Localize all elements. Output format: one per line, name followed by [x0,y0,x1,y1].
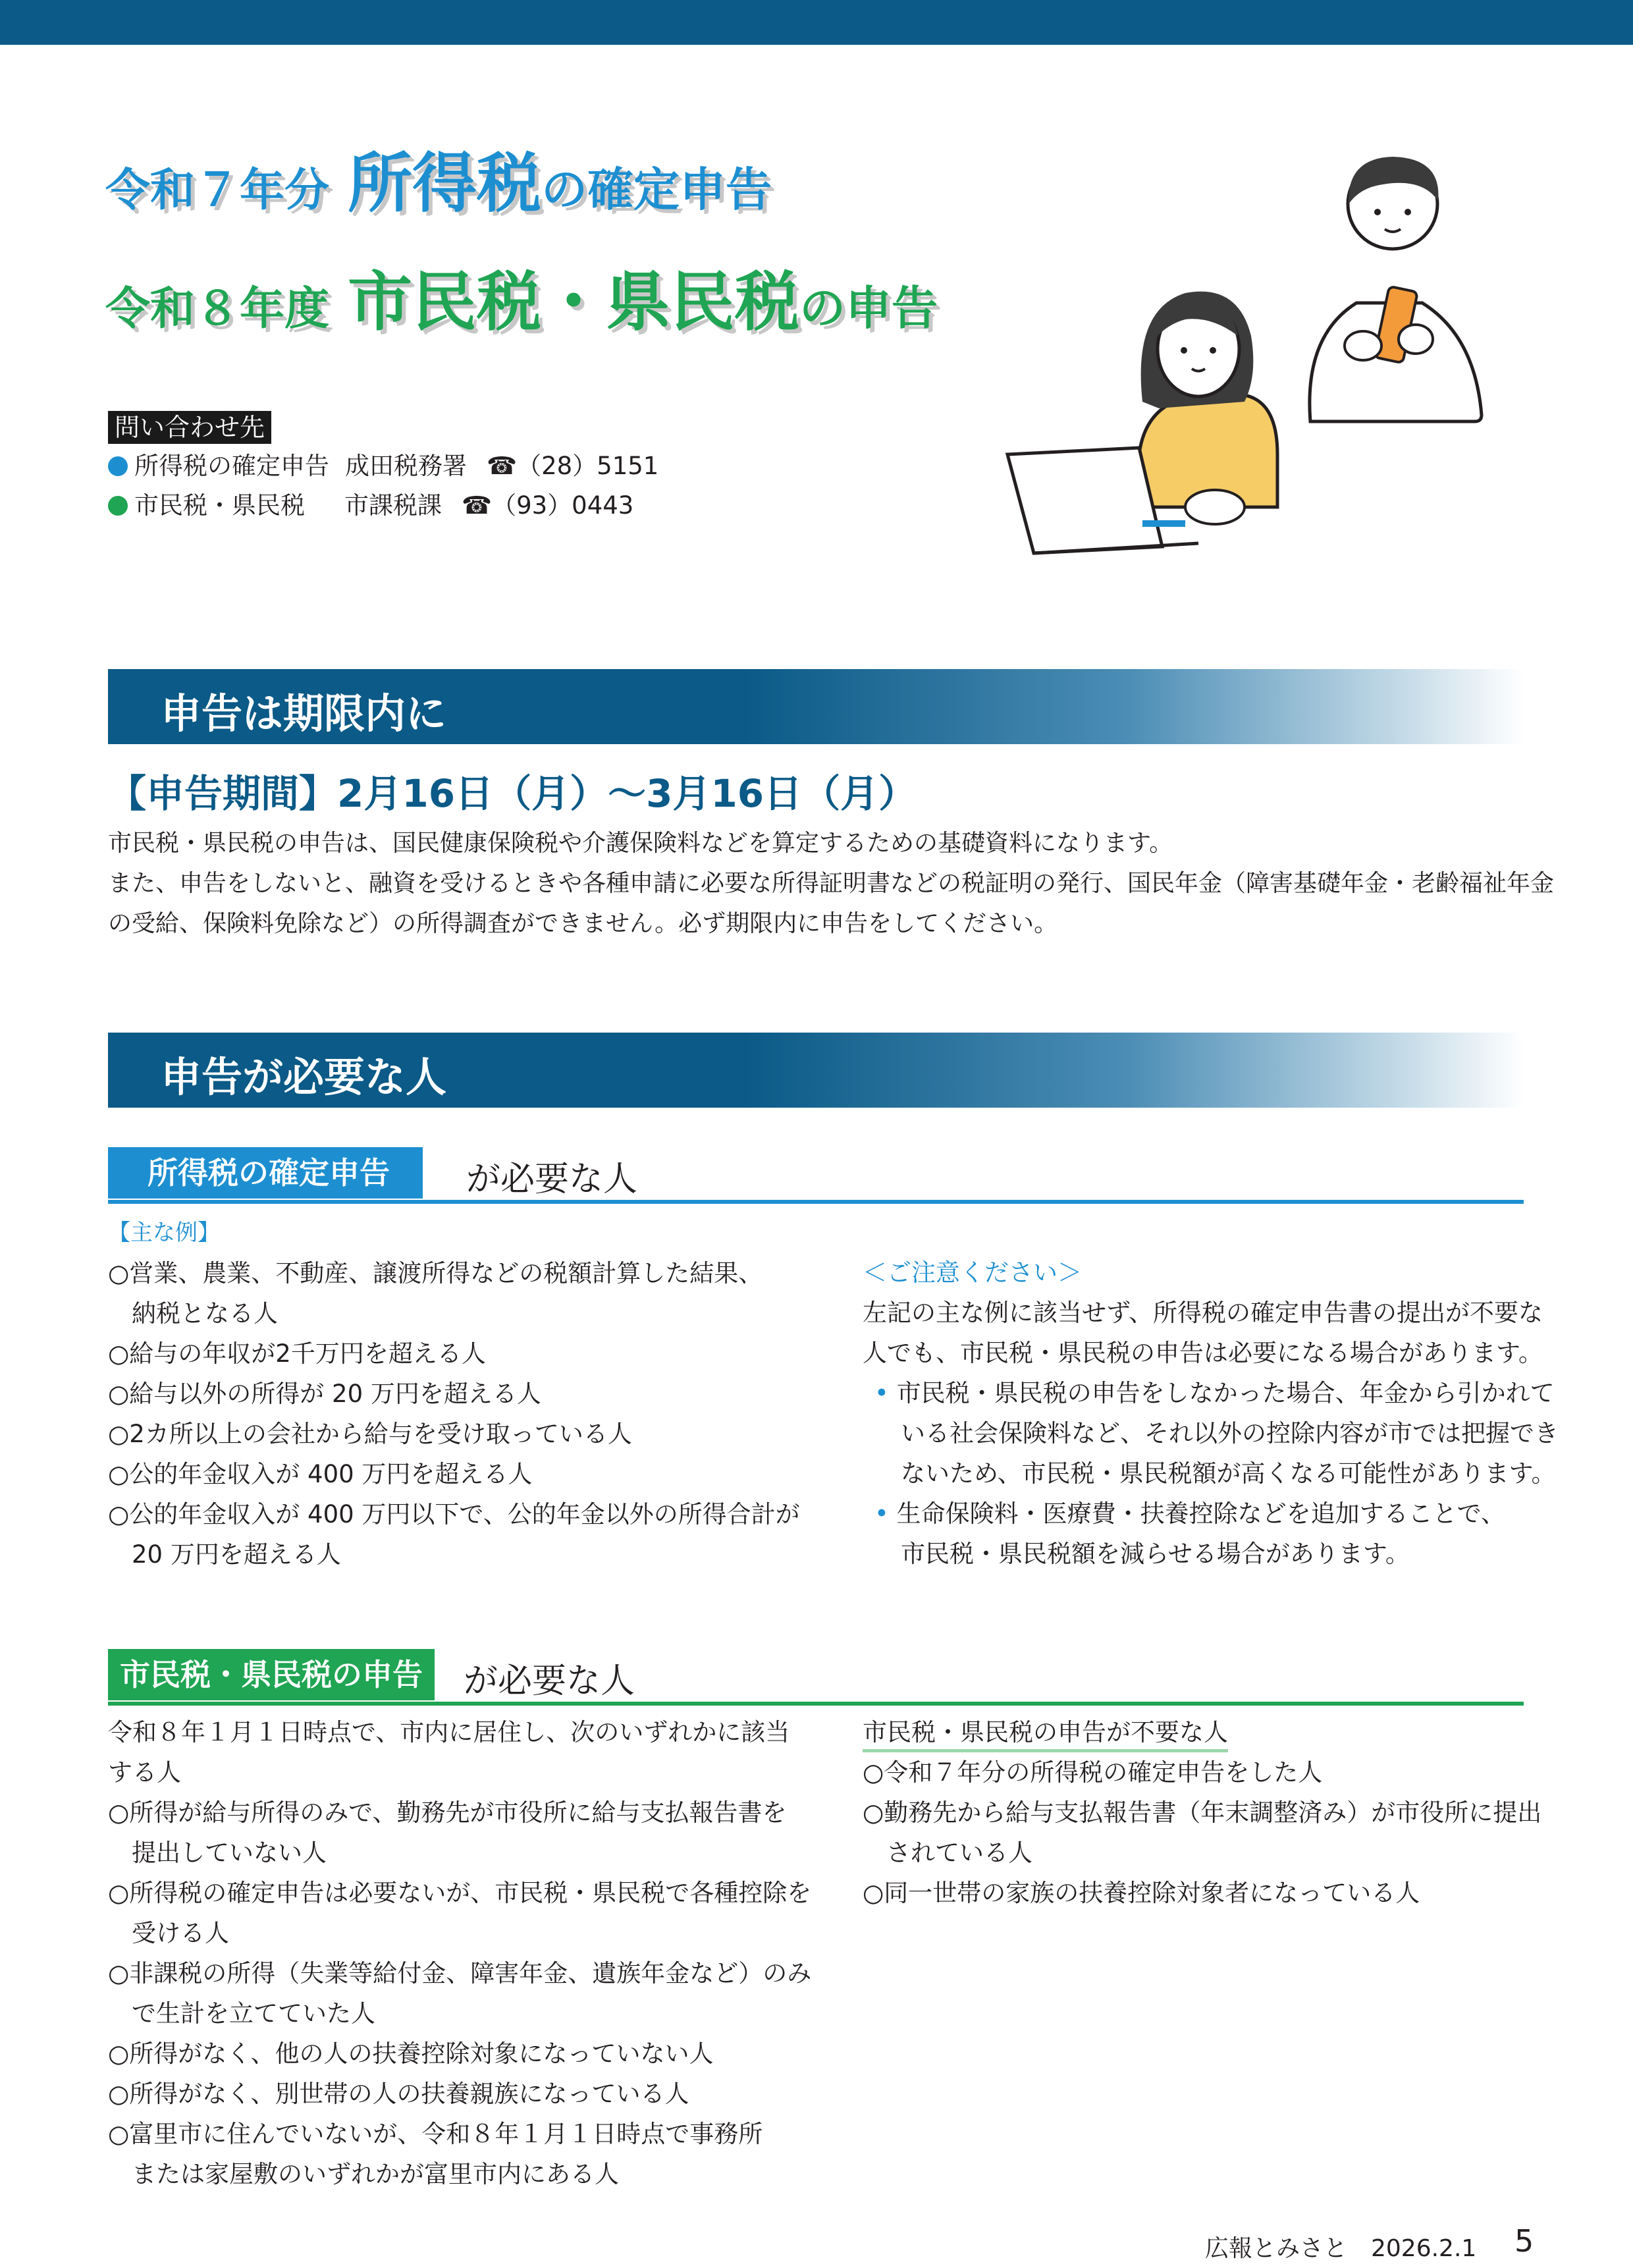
body-line: の受給、保険料免除など）の所得調査ができません。必ず期限内に申告をしてください。 [108,910,1058,937]
title-income-tax [105,132,772,225]
list-item: ○公的年金収入が 400 万円以下で、公的年金以外の所得合計が [108,1500,800,1528]
list-item: ○所得が給与所得のみで、勤務先が市役所に給与支払報告書を [108,1798,787,1827]
body-line: 市民税・県民税の申告は、国民健康保険税や介護保険料などを算定するための基礎資料になります。 [108,830,1173,857]
income-tax-examples [108,1213,865,1575]
subheader-suffix: が必要な人 [464,1661,635,1701]
title2-prefix: 令和８年度 [105,283,330,335]
woman-with-laptop-icon [1007,292,1277,553]
caution-line: 人でも、市民税・県民税の申告は必要になる場合があります。 [863,1339,1543,1367]
contact-office: 成田税務署 [345,452,467,480]
resident-tax-required-list [108,1712,865,2194]
contact-name: 市民税・県民税 [134,491,305,520]
list-item: ○所得がなく、他の人の扶養控除対象になっていない人 [108,2039,714,2068]
contact-row-income-tax [108,450,658,482]
subheader-resident-tax [108,1649,1524,1706]
caution-bullet: • 生命保険料・医療費・扶養控除などを追加することで、 [874,1499,1505,1528]
man-with-phone-icon [1310,157,1482,421]
section-header-deadline [108,669,1524,744]
title1-main: 所得税 [348,146,542,221]
list-item: ○勤務先から給与支払報告書（年末調整済み）が市役所に提出 [863,1798,1542,1827]
resident-tax-not-required-list [863,1712,1542,1913]
subheader-suffix: が必要な人 [466,1160,638,1199]
section-title: 申告は期限内に [161,689,447,738]
contact-tel: ☎（93）0443 [462,491,634,520]
list-item-cont: 受ける人 [132,1919,229,1947]
bullet-dot-icon: • [874,1499,897,1528]
deadline-body-text [108,823,1555,944]
list-item: ○富里市に住んでいないが、令和８年１月１日時点で事務所 [108,2120,763,2148]
caution-line: 左記の主な例に該当せず、所得税の確定申告書の提出が不要な [863,1299,1543,1327]
list-item: ○給与の年収が2千万円を超える人 [108,1339,486,1368]
not-required-heading: 市民税・県民税の申告が不要な人 [863,1716,1228,1752]
top-banner-bar [0,0,1633,45]
subheader-income-tax [108,1147,1524,1204]
title1-prefix: 令和７年分 [105,165,330,217]
contact-name: 所得税の確定申告 [134,452,329,480]
subheader-tag: 所得税の確定申告 [108,1147,423,1199]
subheader-tag: 市民税・県民税の申告 [108,1649,435,1700]
body-line: また、申告をしないと、融資を受けるときや各種申請に必要な所得証明書などの税証明の発行、国民年金（障害基礎年金・老齢福祉年金 [108,870,1555,897]
contact-label: 問い合わせ先 [108,411,271,444]
intro-line: 令和８年１月１日時点で、市内に居住し、次のいずれかに該当 [108,1718,790,1746]
title1-suffix: の確定申告 [541,163,772,217]
list-item: ○令和７年分の所得税の確定申告をした人 [863,1758,1323,1787]
caution-bullet-cont: いる社会保険料など、それ以外の控除内容が市では把握でき [901,1419,1559,1447]
caution-heading: ＜ご注意ください＞ [863,1258,1082,1287]
contact-tel: ☎（28）5151 [487,452,659,480]
list-item-cont: または家屋敷のいずれかが富里市内にある人 [132,2160,619,2188]
list-item: ○所得がなく、別世帯の人の扶養親族になっている人 [108,2080,689,2108]
list-item: ○同一世帯の家族の扶養控除対象者になっている人 [863,1879,1420,1907]
list-item: ○営業、農業、不動産、譲渡所得などの税額計算した結果、 [108,1259,763,1287]
examples-heading: 【主な例】 [108,1220,220,1246]
list-item-cont: 20 万円を超える人 [132,1540,341,1569]
section-header-who-must-file [108,1033,1524,1108]
list-item: ○2カ所以上の会社から給与を受け取っている人 [108,1420,632,1448]
list-item: ○所得税の確定申告は必要ないが、市民税・県民税で各種控除を [108,1879,812,1907]
illustration-people-with-devices [988,138,1501,560]
divider [108,1200,1524,1204]
list-item-cont: で生計を立てていた人 [132,1999,375,2028]
caution-bullet-cont: ないため、市民税・県民税額が高くなる可能性があります。 [901,1459,1556,1488]
bullet-dot-icon: • [874,1379,897,1407]
list-item-cont: されている人 [886,1839,1032,1867]
caution-bullet-cont: 市民税・県民税額を減らせる場合があります。 [901,1540,1410,1568]
income-tax-caution [863,1253,1559,1574]
list-item: ○給与以外の所得が 20 万円を超える人 [108,1380,541,1408]
footer-publication: 広報とみさと 2026.2.1 [1205,2235,1477,2262]
page-number: 5 [1514,2223,1534,2259]
filing-period: 【申告期間】2月16日（月）～3月16日（月） [108,771,917,816]
green-bullet-icon [108,496,128,516]
divider [108,1702,1524,1706]
intro-line: する人 [108,1758,181,1787]
contact-office: 市課税課 [344,491,442,520]
blue-bullet-icon [108,456,128,476]
caution-bullet: • 市民税・県民税の申告をしなかった場合、年金から引かれて [874,1379,1555,1407]
title2-main: 市民税・県民税 [348,265,800,340]
title-resident-tax [105,250,938,343]
list-item-cont: 納税となる人 [132,1299,278,1328]
list-item-cont: 提出していない人 [132,1839,327,1867]
section-title: 申告が必要な人 [161,1053,447,1101]
title2-suffix: の申告 [799,281,938,335]
list-item: ○公的年金収入が 400 万円を超える人 [108,1460,533,1488]
list-item: ○非課税の所得（失業等給付金、障害年金、遺族年金など）のみ [108,1959,812,1987]
contact-row-resident-tax [108,490,633,522]
